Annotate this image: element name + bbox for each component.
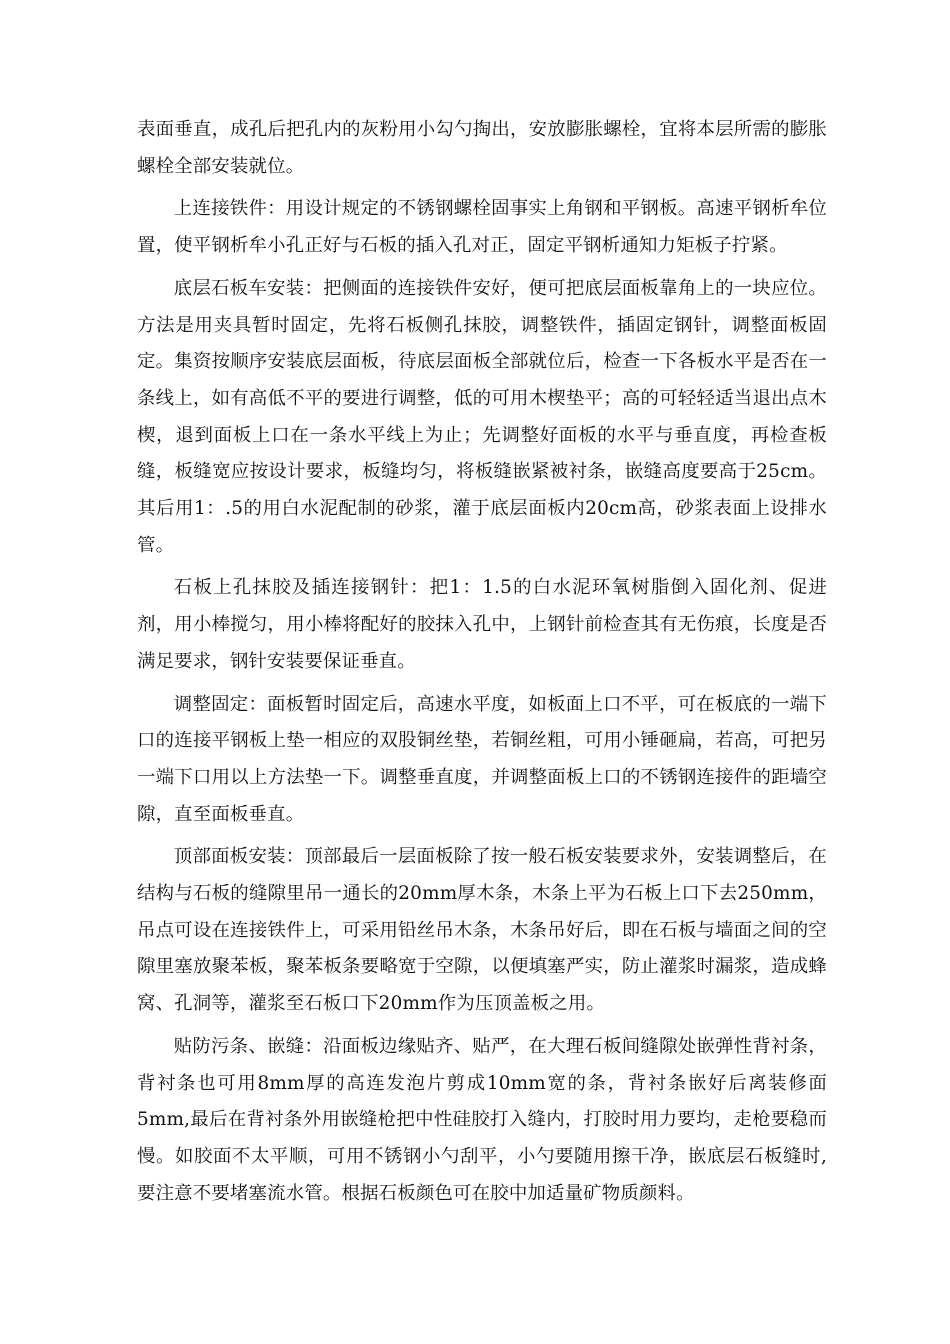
document-body — [137, 112, 827, 1218]
paragraph-adjust-fix: 调整固定：面板暂时固定后，高速水平度，如板面上口不平，可在板底的一端下口的连接平钢板上垫一相应的双股铜丝垫，若铜丝粗，可用小锤砸扁，若高，可把另一端下口用以上方法垫一下。调整垂直度，并调整面板上口的不锈钢连接件的距墙空隙，直至面板垂直。 — [137, 693, 827, 825]
paragraph-glue-and-pins: 石板上孔抹胶及插连接钢针：把1：1.5的白水泥环氧树脂倒入固化剂、促进剂，用小棒搅匀，用小棒将配好的胶抹入孔中，上钢针前检查其有无伤痕，长度是否满足要求，钢针安装要保证垂直。 — [137, 577, 827, 672]
paragraph-strips-and-sealing: 贴防污条、嵌缝：沿面板边缘贴齐、贴严，在大理石板间缝隙处嵌弹性背衬条，背衬条也可用8mm厚的高连发泡片剪成10mm宽的条，背衬条嵌好后离装修面5mm,最后在背衬条外用嵌缝枪把中性硅胶打入缝内，打胶时用力要均，走枪要稳而慢。如胶面不太平顺，可用不锈钢小勺刮平，小勺要随用擦干净，嵌底层石板缝时,要注意不要堵塞流水管。根据石板颜色可在胶中加适量矿物质颜料。 — [137, 1035, 827, 1204]
paragraph-upper-connector: 上连接铁件：用设计规定的不锈钢螺栓固事实上角钢和平钢板。高速平钢析牟位置，使平钢析牟小孔正好与石板的插入孔对正，固定平钢析通知力矩板子拧紧。 — [137, 198, 827, 257]
paragraph-top-panel-install: 顶部面板安装：顶部最后一层面板除了按一般石板安装要求外，安装调整后，在结构与石板的缝隙里吊一通长的20mm厚木条，木条上平为石板上口下去250mm，吊点可设在连接铁件上，可采用铅丝吊木条，木条吊好后，即在石板与墙面之间的空隙里塞放聚苯板，聚苯板条要略宽于空隙，以便填塞严实，防止灌浆时漏浆，造成蜂窝、孔洞等，灌浆至石板口下20mm作为压顶盖板之用。 — [137, 846, 827, 1015]
paragraph-bottom-slab-install: 底层石板车安装：把侧面的连接铁件安好，便可把底层面板靠角上的一块应位。方法是用夹具暂时固定，先将石板侧孔抹胶，调整铁件，插固定钢针，调整面板固定。集资按顺序安装底层面板，待底层面板全部就位后，检查一下各板水平是否在一条线上，如有高低不平的要进行调整，低的可用木楔垫平；高的可轻轻适当退出点木楔，退到面板上口在一条水平线上为止；先调整好面板的水平与垂直度，再检查板缝，板缝宽应按设计要求，板缝均匀，将板缝嵌紧被衬条，嵌缝高度要高于25cm。其后用1：.5的用白水泥配制的砂浆，灌于底层面板内20cm高，砂浆表面上设排水管。 — [137, 277, 827, 556]
paragraph-continuation: 表面垂直，成孔后把孔内的灰粉用小勾勺掏出，安放膨胀螺栓，宜将本层所需的膨胀螺栓全部安装就位。 — [137, 119, 827, 177]
